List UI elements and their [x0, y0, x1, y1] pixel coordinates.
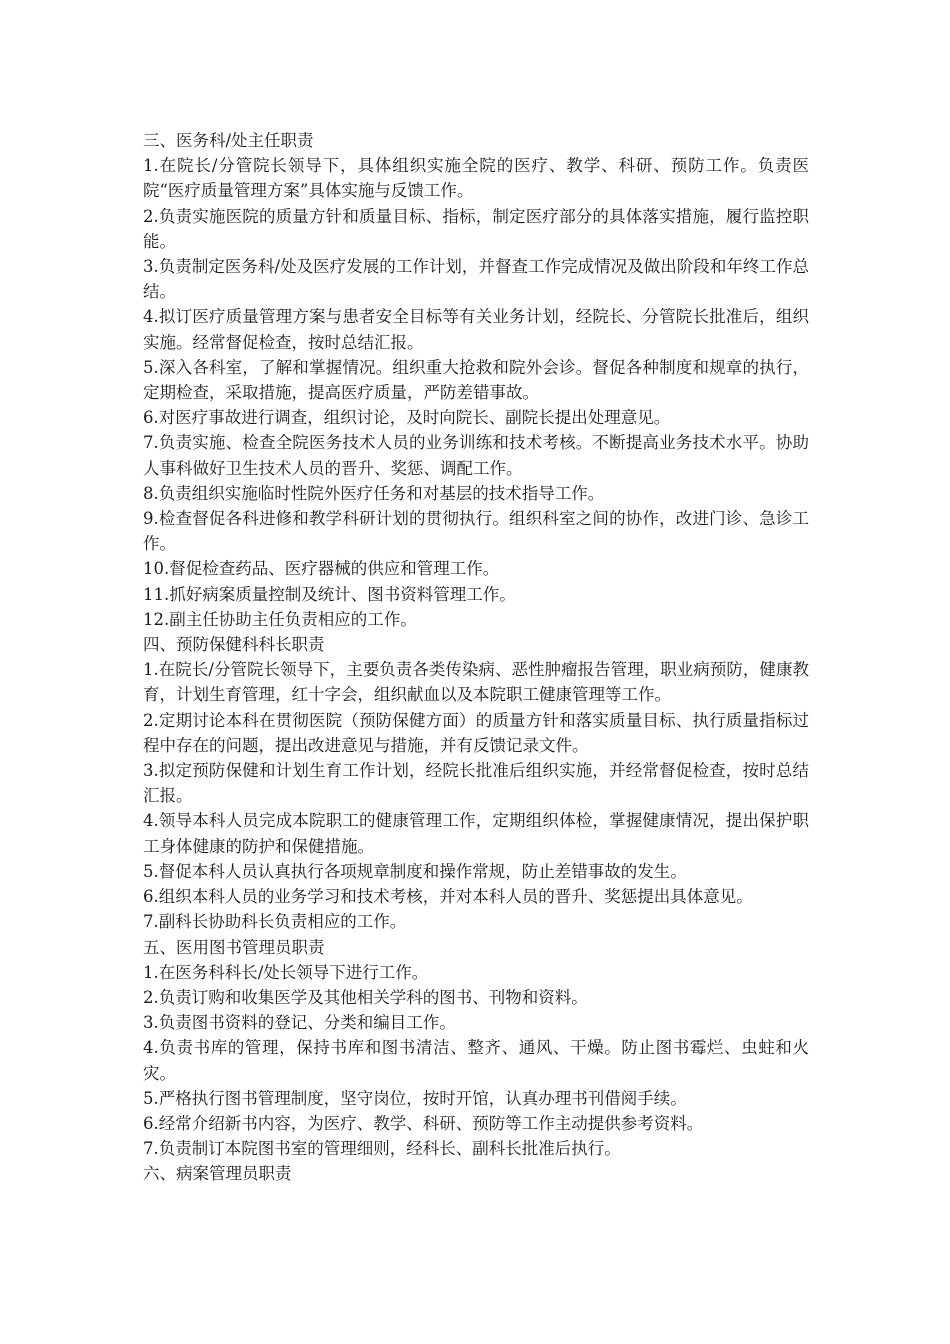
list-item: 12.副主任协助主任负责相应的工作。 — [143, 609, 417, 629]
section-medical-library — [143, 935, 809, 1162]
list-item: 2.负责订购和收集医学及其他相关学科的图书、刊物和资料。 — [143, 987, 588, 1007]
section-heading: 六、病案管理员职责 — [143, 1164, 292, 1184]
list-item: 7.负责实施、检查全院医务技术人员的业务训练和技术考核。不断提高业务技术水平。协助人事科做好卫生技术人员的晋升、奖惩、调配工作。 — [143, 433, 809, 478]
list-item: 3.负责图书资料的登记、分类和编目工作。 — [143, 1013, 456, 1033]
list-item: 6.对医疗事故进行调查，组织讨论，及时向院长、副院长提出处理意见。 — [143, 408, 671, 428]
list-item: 7.负责制订本院图书室的管理细则，经科长、副科长批准后执行。 — [143, 1139, 621, 1159]
section-preventive-care — [143, 632, 809, 934]
list-item: 4.负责书库的管理，保持书库和图书清洁、整齐、通风、干燥。防止图书霉烂、虫蛀和火灾。 — [143, 1038, 809, 1083]
list-item: 6.经常介绍新书内容，为医疗、教学、科研、预防等工作主动提供参考资料。 — [143, 1113, 704, 1133]
list-item: 10.督促检查药品、医疗器械的供应和管理工作。 — [143, 559, 500, 579]
list-item: 11.抓好病案质量控制及统计、图书资料管理工作。 — [143, 584, 516, 604]
document-body — [143, 128, 809, 1187]
list-item: 9.检查督促各科进修和教学科研计划的贯彻执行。组织科室之间的协作，改进门诊、急诊工作。 — [143, 509, 809, 554]
list-item: 1.在院长/分管院长领导下，具体组织实施全院的医疗、教学、科研、预防工作。负责医院“医疗质量管理方案”具体实施与反馈工作。 — [143, 156, 809, 201]
list-item: 5.深入各科室，了解和掌握情况。组织重大抢救和院外会诊。督促各种制度和规章的执行，定期检查，采取措施，提高医疗质量，严防差错事故。 — [143, 357, 809, 403]
list-item: 8.负责组织实施临时性院外医疗任务和对基层的技术指导工作。 — [143, 483, 605, 503]
list-item: 7.副科长协助科长负责相应的工作。 — [143, 912, 407, 932]
list-item: 3.负责制定医务科/处及医疗发展的工作计划，并督查工作完成情况及做出阶段和年终工作总结。 — [143, 257, 809, 302]
list-item: 3.拟定预防保健和计划生育工作计划，经院长批准后组织实施，并经常督促检查，按时总结汇报。 — [143, 761, 809, 806]
list-item: 2.负责实施医院的质量方针和质量目标、指标，制定医疗部分的具体落实措施，履行监控职能。 — [143, 206, 809, 251]
list-item: 5.督促本科人员认真执行各项规章制度和操作常规，防止差错事故的发生。 — [143, 861, 687, 881]
section-heading: 三、医务科/处主任职责 — [143, 131, 314, 150]
section-medical-affairs — [143, 128, 809, 632]
list-item: 6.组织本科人员的业务学习和技术考核，并对本科人员的晋升、奖惩提出具体意见。 — [143, 887, 753, 907]
section-heading: 五、医用图书管理员职责 — [143, 937, 325, 957]
list-item: 4.拟订医疗质量管理方案与患者安全目标等有关业务计划，经院长、分管院长批准后，组织实施。经常督促检查，按时总结汇报。 — [143, 307, 809, 352]
section-medical-records — [143, 1161, 809, 1186]
list-item: 1.在院长/分管院长领导下，主要负责各类传染病、恶性肿瘤报告管理，职业病预防，健康教育，计划生育管理，红十字会，组织献血以及本院职工健康管理等工作。 — [143, 660, 809, 705]
list-item: 2.定期讨论本科在贯彻医院（预防保健方面）的质量方针和落实质量目标、执行质量指标过程中存在的问题，提出改进意见与措施，并有反馈记录文件。 — [143, 710, 809, 755]
section-heading: 四、预防保健科科长职责 — [143, 635, 325, 655]
list-item: 5.严格执行图书管理制度，坚守岗位，按时开馆，认真办理书刊借阅手续。 — [143, 1088, 687, 1108]
list-item: 1.在医务科科长/处长领导下进行工作。 — [143, 962, 429, 982]
list-item: 4.领导本科人员完成本院职工的健康管理工作，定期组织体检，掌握健康情况，提出保护职工身体健康的防护和保健措施。 — [143, 811, 809, 856]
